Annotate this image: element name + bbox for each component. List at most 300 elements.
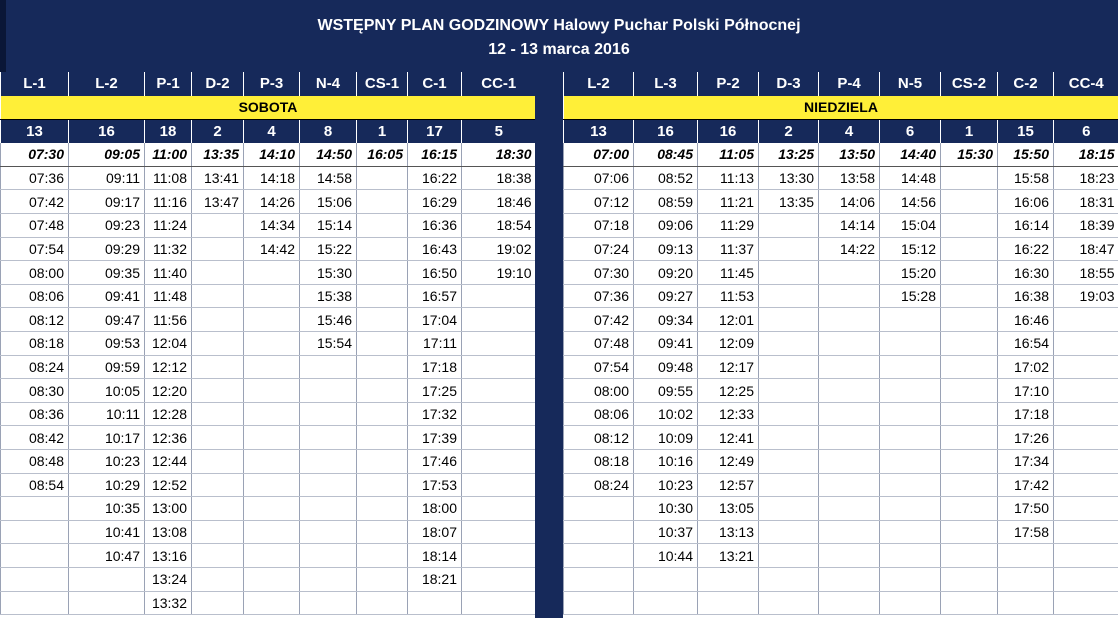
time-cell: 12:04 (145, 332, 192, 356)
table-row (1, 591, 536, 615)
time-cell: 14:34 (244, 214, 300, 238)
time-cell (941, 308, 998, 332)
table-row (1, 379, 536, 403)
time-cell: 17:11 (408, 332, 462, 356)
table-row (564, 190, 1118, 214)
time-cell: 07:30 (564, 261, 634, 285)
time-cell (1054, 591, 1118, 615)
time-cell (1, 520, 69, 544)
time-cell (192, 567, 244, 591)
time-cell (357, 166, 408, 190)
time-cell (759, 402, 819, 426)
time-cell (192, 591, 244, 615)
table-row (564, 450, 1118, 474)
time-cell (564, 520, 634, 544)
start-time: 16:05 (357, 143, 408, 167)
category-code: CC-1 (462, 72, 536, 96)
time-cell (357, 190, 408, 214)
start-time: 11:05 (698, 143, 759, 167)
time-cell (819, 450, 880, 474)
category-code: CS-1 (357, 72, 408, 96)
time-cell: 09:06 (634, 214, 698, 238)
time-cell: 14:18 (244, 166, 300, 190)
time-cell: 18:38 (462, 166, 536, 190)
time-cell (819, 402, 880, 426)
time-cell (357, 214, 408, 238)
time-cell: 11:37 (698, 237, 759, 261)
time-cell: 11:53 (698, 284, 759, 308)
time-cell (357, 520, 408, 544)
start-time: 14:10 (244, 143, 300, 167)
time-cell (759, 379, 819, 403)
start-time: 18:15 (1054, 143, 1118, 167)
time-cell (941, 261, 998, 285)
time-cell (880, 497, 941, 521)
time-cell: 15:28 (880, 284, 941, 308)
time-cell (819, 332, 880, 356)
time-cell: 09:41 (69, 284, 145, 308)
time-cell: 13:08 (145, 520, 192, 544)
table-row (564, 591, 1118, 615)
time-cell (1054, 520, 1118, 544)
time-cell (357, 261, 408, 285)
time-cell (759, 544, 819, 568)
time-cell (819, 379, 880, 403)
time-cell (462, 567, 536, 591)
time-cell (357, 284, 408, 308)
time-cell: 07:54 (564, 355, 634, 379)
time-cell (759, 567, 819, 591)
time-cell (759, 261, 819, 285)
time-cell: 17:34 (998, 450, 1054, 474)
time-cell (244, 450, 300, 474)
time-cell (759, 450, 819, 474)
time-cell: 08:00 (1, 261, 69, 285)
time-cell (462, 450, 536, 474)
count-row (1, 119, 536, 143)
time-cell (357, 332, 408, 356)
category-code: P-3 (244, 72, 300, 96)
time-cell: 12:57 (698, 473, 759, 497)
time-cell (462, 284, 536, 308)
time-cell (880, 332, 941, 356)
time-cell: 08:30 (1, 379, 69, 403)
time-cell: 10:23 (69, 450, 145, 474)
time-cell: 12:17 (698, 355, 759, 379)
time-cell (69, 567, 145, 591)
time-cell (244, 497, 300, 521)
time-cell (819, 426, 880, 450)
time-cell (300, 591, 357, 615)
time-cell: 12:49 (698, 450, 759, 474)
time-cell (941, 450, 998, 474)
time-cell: 17:25 (408, 379, 462, 403)
time-cell: 07:48 (564, 332, 634, 356)
start-time: 07:00 (564, 143, 634, 167)
time-cell: 15:58 (998, 166, 1054, 190)
time-cell: 10:30 (634, 497, 698, 521)
category-count: 4 (244, 119, 300, 143)
time-cell: 11:32 (145, 237, 192, 261)
time-cell (462, 497, 536, 521)
time-cell: 17:32 (408, 402, 462, 426)
time-cell: 09:11 (69, 166, 145, 190)
time-cell (941, 520, 998, 544)
time-cell (462, 591, 536, 615)
time-cell: 08:48 (1, 450, 69, 474)
time-cell (357, 497, 408, 521)
time-cell (408, 591, 462, 615)
time-cell: 08:12 (564, 426, 634, 450)
time-cell: 10:41 (69, 520, 145, 544)
time-cell (1054, 355, 1118, 379)
time-cell (819, 544, 880, 568)
time-cell: 18:00 (408, 497, 462, 521)
category-count: 13 (564, 119, 634, 143)
time-cell: 09:34 (634, 308, 698, 332)
time-cell: 15:54 (300, 332, 357, 356)
time-cell: 18:21 (408, 567, 462, 591)
time-cell: 09:23 (69, 214, 145, 238)
category-code: L-3 (634, 72, 698, 96)
time-cell (300, 497, 357, 521)
table-row (564, 237, 1118, 261)
time-cell: 13:16 (145, 544, 192, 568)
category-count: 1 (357, 119, 408, 143)
time-cell (819, 355, 880, 379)
time-cell: 07:36 (564, 284, 634, 308)
time-cell (941, 402, 998, 426)
time-cell: 12:09 (698, 332, 759, 356)
time-cell: 13:58 (819, 166, 880, 190)
start-time: 15:50 (998, 143, 1054, 167)
table-row (564, 544, 1118, 568)
time-cell: 12:52 (145, 473, 192, 497)
time-cell: 17:53 (408, 473, 462, 497)
time-cell (1054, 426, 1118, 450)
category-code: D-2 (192, 72, 244, 96)
time-cell (192, 284, 244, 308)
time-cell: 10:47 (69, 544, 145, 568)
time-cell (564, 544, 634, 568)
time-cell (244, 355, 300, 379)
time-cell: 17:58 (998, 520, 1054, 544)
time-cell (998, 591, 1054, 615)
time-cell: 07:48 (1, 214, 69, 238)
time-cell: 10:37 (634, 520, 698, 544)
time-cell (462, 308, 536, 332)
time-cell (462, 402, 536, 426)
category-count: 6 (1054, 119, 1118, 143)
time-cell: 11:56 (145, 308, 192, 332)
category-code: L-2 (69, 72, 145, 96)
time-cell: 16:36 (408, 214, 462, 238)
category-code: P-4 (819, 72, 880, 96)
time-cell (300, 402, 357, 426)
time-cell: 18:54 (462, 214, 536, 238)
category-code: N-5 (880, 72, 941, 96)
time-cell (1054, 567, 1118, 591)
time-cell: 18:31 (1054, 190, 1118, 214)
time-cell (698, 591, 759, 615)
time-cell: 12:12 (145, 355, 192, 379)
time-cell (1054, 332, 1118, 356)
sunday-table (563, 72, 1118, 615)
time-cell: 07:12 (564, 190, 634, 214)
time-cell (564, 591, 634, 615)
time-cell (941, 190, 998, 214)
time-cell: 14:48 (880, 166, 941, 190)
time-cell (880, 426, 941, 450)
time-cell (941, 379, 998, 403)
time-cell: 08:54 (1, 473, 69, 497)
time-cell: 17:18 (408, 355, 462, 379)
time-cell (634, 591, 698, 615)
time-cell (300, 450, 357, 474)
start-time: 09:05 (69, 143, 145, 167)
time-cell (462, 426, 536, 450)
time-cell (1054, 473, 1118, 497)
category-code: D-3 (759, 72, 819, 96)
time-cell: 13:24 (145, 567, 192, 591)
time-cell: 16:57 (408, 284, 462, 308)
time-cell (819, 473, 880, 497)
time-cell: 13:47 (192, 190, 244, 214)
time-cell: 07:54 (1, 237, 69, 261)
start-time: 11:00 (145, 143, 192, 167)
time-cell (244, 379, 300, 403)
time-cell: 11:29 (698, 214, 759, 238)
time-cell (69, 591, 145, 615)
time-cell: 11:21 (698, 190, 759, 214)
start-time: 14:50 (300, 143, 357, 167)
time-cell (1, 544, 69, 568)
table-row (1, 520, 536, 544)
time-cell (244, 308, 300, 332)
table-row (564, 308, 1118, 332)
time-cell: 18:23 (1054, 166, 1118, 190)
time-cell (192, 426, 244, 450)
time-cell (1054, 450, 1118, 474)
category-code: C-2 (998, 72, 1054, 96)
time-cell (880, 567, 941, 591)
category-code: N-4 (300, 72, 357, 96)
time-cell (244, 284, 300, 308)
time-cell (941, 473, 998, 497)
time-cell (759, 214, 819, 238)
table-row (564, 332, 1118, 356)
time-cell (941, 497, 998, 521)
time-cell (880, 402, 941, 426)
time-cell (1054, 497, 1118, 521)
time-cell (244, 473, 300, 497)
time-cell: 10:02 (634, 402, 698, 426)
time-cell: 16:22 (408, 166, 462, 190)
time-cell: 11:24 (145, 214, 192, 238)
time-cell (244, 520, 300, 544)
time-cell: 10:29 (69, 473, 145, 497)
table-row (1, 237, 536, 261)
time-cell: 07:42 (1, 190, 69, 214)
time-cell (634, 567, 698, 591)
time-cell: 14:26 (244, 190, 300, 214)
table-row (564, 402, 1118, 426)
table-row (1, 284, 536, 308)
category-code: P-1 (145, 72, 192, 96)
time-cell: 11:08 (145, 166, 192, 190)
table-row (1, 214, 536, 238)
table-row (1, 567, 536, 591)
day-row (564, 96, 1118, 120)
time-cell (819, 520, 880, 544)
time-cell: 08:18 (1, 332, 69, 356)
start-time: 07:30 (1, 143, 69, 167)
time-cell (880, 473, 941, 497)
start-time: 18:30 (462, 143, 536, 167)
table-row (1, 450, 536, 474)
time-cell: 17:50 (998, 497, 1054, 521)
time-cell (462, 332, 536, 356)
time-cell (759, 355, 819, 379)
table-row (564, 355, 1118, 379)
time-cell (819, 261, 880, 285)
time-cell: 16:38 (998, 284, 1054, 308)
time-cell: 13:13 (698, 520, 759, 544)
time-cell: 12:25 (698, 379, 759, 403)
time-cell: 11:16 (145, 190, 192, 214)
time-cell (941, 426, 998, 450)
time-cell: 12:28 (145, 402, 192, 426)
time-cell: 08:36 (1, 402, 69, 426)
time-cell (244, 261, 300, 285)
time-cell (1054, 544, 1118, 568)
time-cell: 14:06 (819, 190, 880, 214)
category-count: 13 (1, 119, 69, 143)
time-cell: 11:45 (698, 261, 759, 285)
time-cell (941, 237, 998, 261)
time-cell: 14:14 (819, 214, 880, 238)
time-cell: 11:13 (698, 166, 759, 190)
time-cell: 12:01 (698, 308, 759, 332)
time-cell: 09:35 (69, 261, 145, 285)
time-cell (192, 544, 244, 568)
time-cell (462, 379, 536, 403)
time-cell (819, 497, 880, 521)
time-cell (759, 591, 819, 615)
time-cell (941, 567, 998, 591)
table-row (564, 497, 1118, 521)
time-cell (759, 497, 819, 521)
category-count: 16 (698, 119, 759, 143)
time-cell: 08:18 (564, 450, 634, 474)
start-time: 13:50 (819, 143, 880, 167)
time-cell (698, 567, 759, 591)
time-cell (819, 591, 880, 615)
time-cell: 18:07 (408, 520, 462, 544)
time-cell (1054, 402, 1118, 426)
day-divider (535, 72, 563, 618)
saturday-table (0, 72, 536, 615)
category-count: 2 (759, 119, 819, 143)
time-cell: 10:44 (634, 544, 698, 568)
time-cell: 09:48 (634, 355, 698, 379)
time-cell (819, 284, 880, 308)
time-cell: 13:35 (759, 190, 819, 214)
time-cell: 10:23 (634, 473, 698, 497)
time-cell: 12:33 (698, 402, 759, 426)
title-edge (0, 0, 6, 72)
time-cell (880, 379, 941, 403)
time-cell: 09:59 (69, 355, 145, 379)
time-cell: 17:26 (998, 426, 1054, 450)
time-cell: 19:03 (1054, 284, 1118, 308)
time-cell: 12:44 (145, 450, 192, 474)
time-cell: 15:04 (880, 214, 941, 238)
time-cell: 09:20 (634, 261, 698, 285)
time-cell (1, 497, 69, 521)
time-cell: 08:00 (564, 379, 634, 403)
time-cell: 12:36 (145, 426, 192, 450)
time-cell (462, 544, 536, 568)
time-cell (1054, 379, 1118, 403)
time-cell (941, 544, 998, 568)
time-cell: 18:46 (462, 190, 536, 214)
table-row (1, 402, 536, 426)
time-cell (564, 567, 634, 591)
table-row (564, 567, 1118, 591)
category-header-row (1, 72, 536, 96)
time-cell: 10:09 (634, 426, 698, 450)
time-cell (759, 308, 819, 332)
time-cell (880, 520, 941, 544)
table-row (564, 284, 1118, 308)
time-cell: 17:46 (408, 450, 462, 474)
time-cell (357, 450, 408, 474)
time-cell (941, 591, 998, 615)
start-time-row (564, 143, 1118, 167)
time-cell: 13:05 (698, 497, 759, 521)
time-cell: 16:50 (408, 261, 462, 285)
time-cell: 09:17 (69, 190, 145, 214)
time-cell: 14:42 (244, 237, 300, 261)
table-row (1, 473, 536, 497)
time-cell (192, 450, 244, 474)
time-cell (941, 214, 998, 238)
time-cell: 12:41 (698, 426, 759, 450)
start-time: 14:40 (880, 143, 941, 167)
time-cell (192, 355, 244, 379)
category-count: 16 (69, 119, 145, 143)
time-cell (1054, 308, 1118, 332)
time-cell (192, 473, 244, 497)
time-cell: 13:00 (145, 497, 192, 521)
time-cell (880, 591, 941, 615)
time-cell (357, 426, 408, 450)
category-count: 5 (462, 119, 536, 143)
category-code: CS-2 (941, 72, 998, 96)
category-count: 16 (634, 119, 698, 143)
time-cell: 16:14 (998, 214, 1054, 238)
time-cell (192, 308, 244, 332)
time-cell (244, 591, 300, 615)
category-count: 17 (408, 119, 462, 143)
time-cell: 10:05 (69, 379, 145, 403)
time-cell (759, 426, 819, 450)
table-row (1, 355, 536, 379)
table-row (564, 214, 1118, 238)
time-cell: 16:06 (998, 190, 1054, 214)
time-cell (244, 332, 300, 356)
